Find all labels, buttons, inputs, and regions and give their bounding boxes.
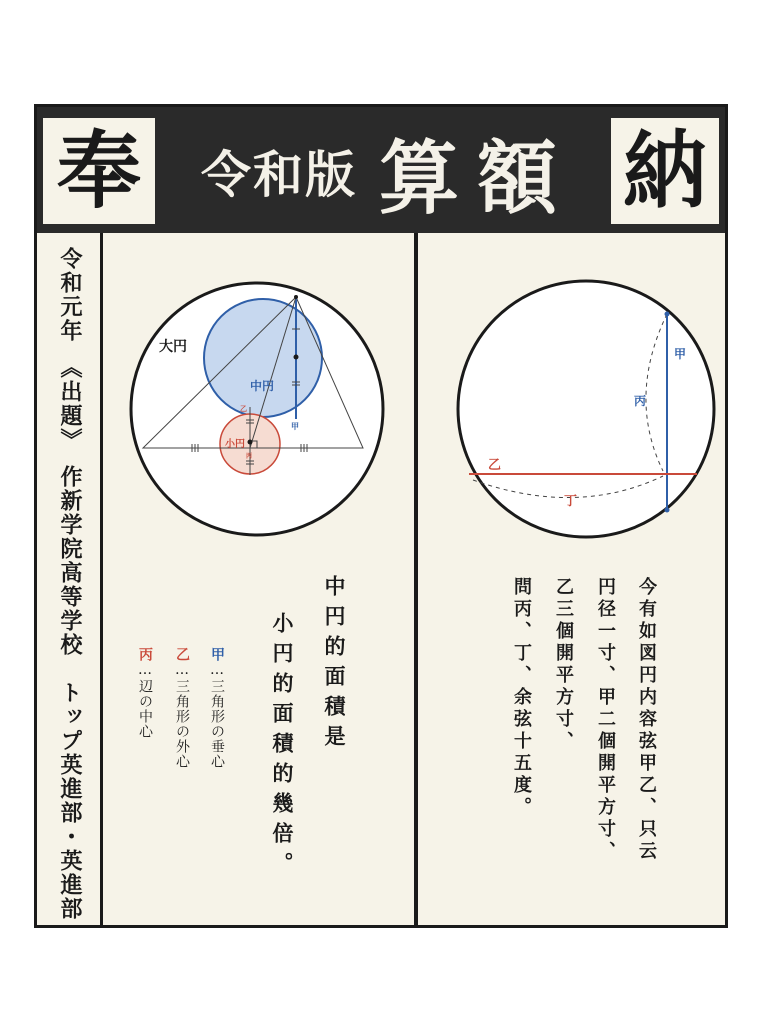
- legend-key-jia: 甲: [209, 647, 225, 662]
- question-line-2: 小円的面積的幾倍。: [270, 612, 295, 882]
- unit-circle: [458, 281, 714, 537]
- header-left-char: 奉: [43, 118, 155, 224]
- header-right-char: 納: [611, 118, 719, 224]
- right-diagram: [37, 107, 727, 537]
- label-large-circle: 大円: [159, 339, 187, 355]
- label-medium-circle: 中円: [250, 379, 275, 393]
- legend-item-jia: [207, 647, 227, 769]
- problem-line-3: 乙三個開平方寸、: [553, 577, 574, 753]
- chord-jia-bottom: [665, 508, 670, 513]
- legend-item-yi: [172, 647, 192, 769]
- problem-line-2: 円径一寸、甲二個開平方寸、: [595, 577, 616, 863]
- label-ding: 丁: [564, 494, 578, 509]
- title-small: 令和版: [201, 145, 357, 204]
- legend-item-bing: [135, 647, 155, 739]
- legend-key-yi: 乙: [174, 647, 190, 662]
- legend-text-bing: …辺の中心: [137, 662, 153, 739]
- label-small-circle: 小円: [225, 439, 245, 450]
- label-jia: 甲: [674, 347, 687, 361]
- side-text: 令和元年 《出題》 作新学院高等学校 トップ英進部・英進部: [57, 247, 83, 921]
- question-line-1: 中円的面積是: [322, 575, 347, 755]
- mark-small-point-bottom: 丙: [246, 453, 253, 460]
- legend-key-bing: 丙: [137, 647, 153, 662]
- legend-text-jia: …三角形の垂心: [209, 662, 225, 769]
- problem-line-4: 問丙、丁、余弦十五度。: [511, 577, 532, 819]
- sangaku-tablet: [34, 104, 728, 928]
- label-yi: 乙: [488, 458, 502, 473]
- mark-small-point-top: 乙: [240, 405, 247, 413]
- problem-line-1: 今有如図円内容弦甲乙、只云: [636, 577, 657, 863]
- chord-jia-top: [665, 312, 670, 317]
- mark-medium-point: 甲: [291, 422, 299, 431]
- title-big: 算額: [379, 130, 575, 225]
- legend-text-yi: …三角形の外心: [174, 662, 190, 769]
- label-bing: 丙: [634, 394, 647, 408]
